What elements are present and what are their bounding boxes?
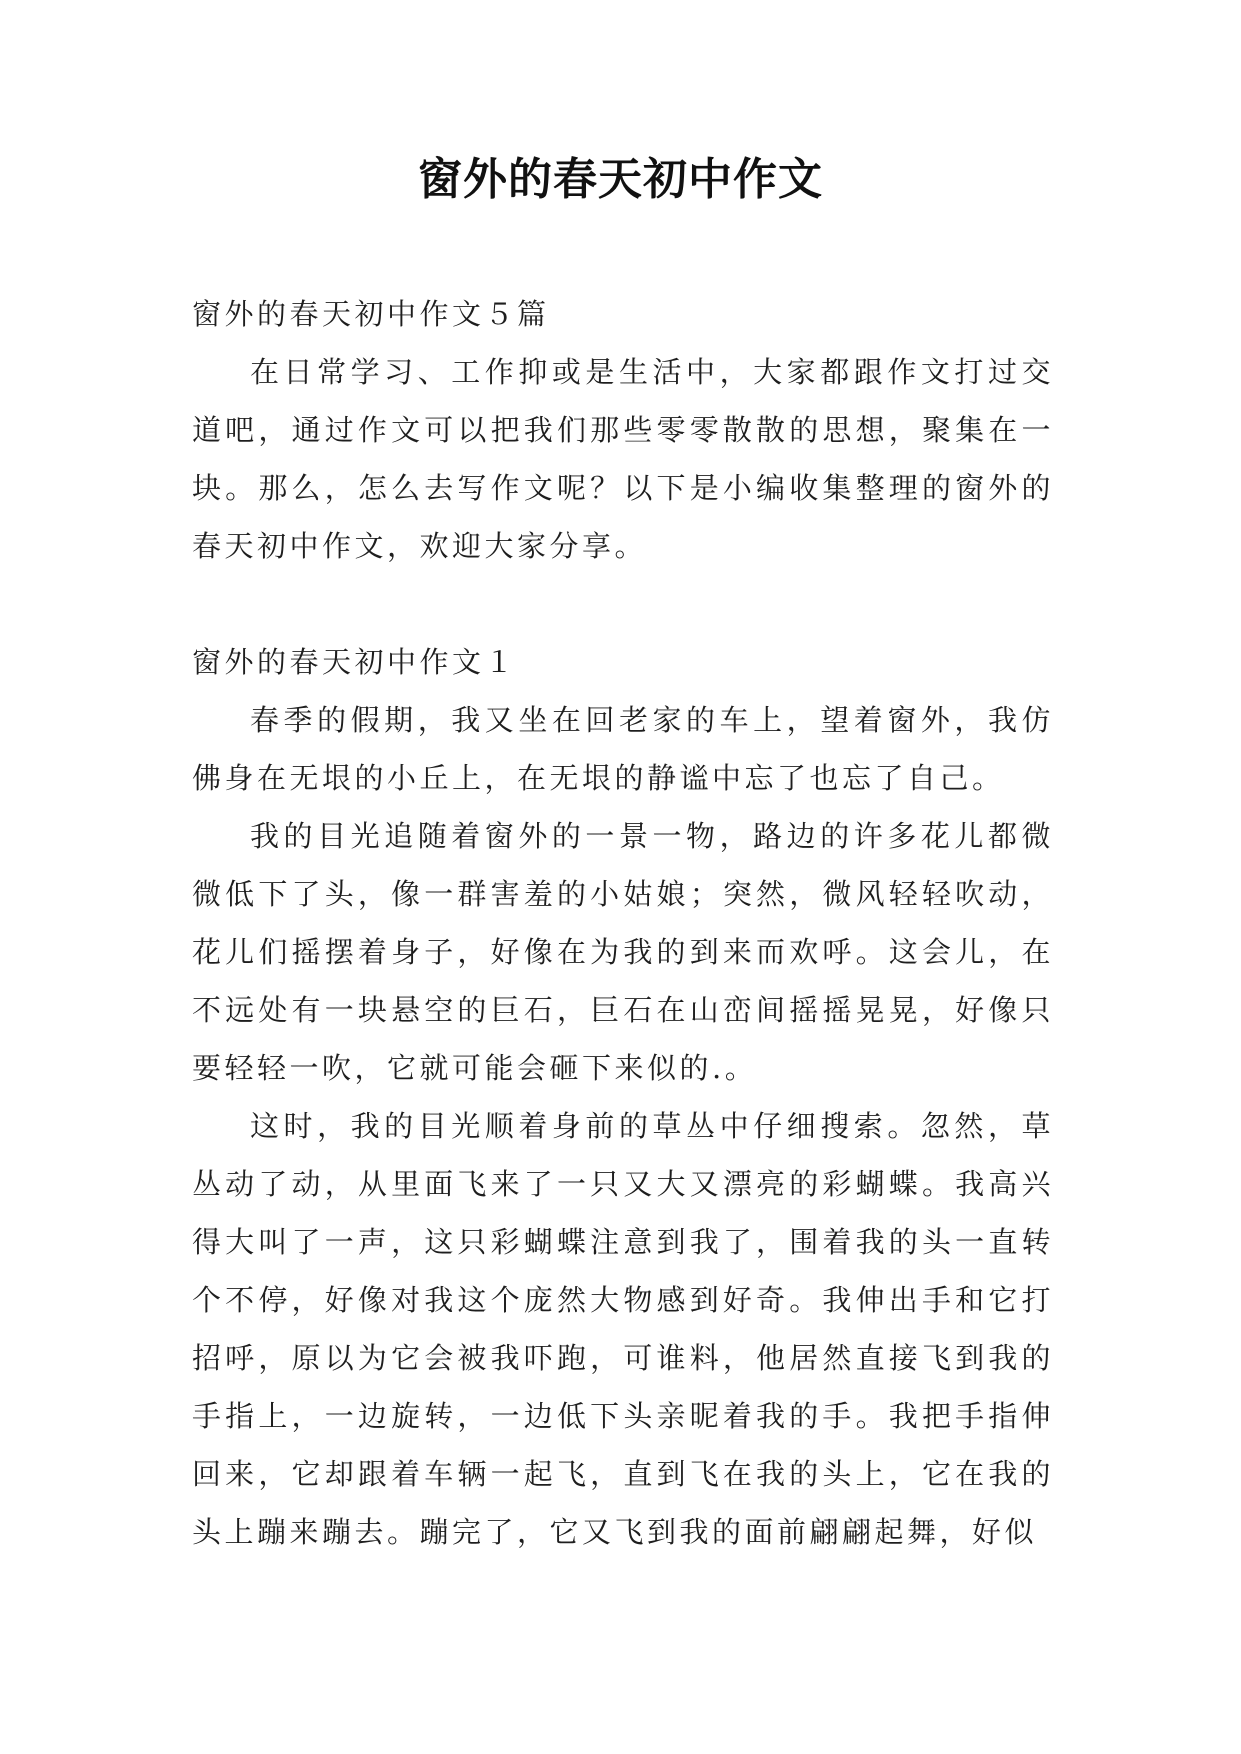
essay-paragraph: 这时，我的目光顺着身前的草丛中仔细搜索。忽然，草丛动了动，从里面飞来了一只又大又漂亮的彩蝴蝶。我高兴得大叫了一声，这只彩蝴蝶注意到我了，围着我的头一直转个不停，好像对我这个庞然大物感到好奇。我伸出手和它打招呼，原以为它会被我吓跑，可谁料，他居然直接飞到我的手指上，一边旋转，一边低下头亲昵着我的手。我把手指伸回来，它却跟着车辆一起飞，直到飞在我的头上，它在我的头上蹦来蹦去。蹦完了，它又飞到我的面前翩翩起舞，好似 xyxy=(192,1109,1054,1549)
document-title: 窗外的春天初中作文 xyxy=(418,154,823,205)
essay-paragraph: 春季的假期，我又坐在回老家的车上，望着窗外，我仿佛身在无垠的小丘上，在无垠的静谧中忘了也忘了自己。 xyxy=(192,703,1054,795)
essay-paragraph: 我的目光追随着窗外的一景一物，路边的许多花儿都微微低下了头，像一群害羞的小姑娘；突然，微风轻轻吹动，花儿们摇摆着身子，好像在为我的到来而欢呼。这会儿，在不远处有一块悬空的巨石，巨石在山峦间摇摇晃晃，好像只要轻轻一吹，它就可能会砸下来似的.。 xyxy=(192,819,1054,1085)
essay-heading: 窗外的春天初中作文１ xyxy=(192,645,518,679)
essay-section xyxy=(192,633,1054,1561)
intro-paragraph: 在日常学习、工作抑或是生活中，大家都跟作文打过交道吧，通过作文可以把我们那些零零散散的思想，聚集在一块。那么，怎么去写作文呢？以下是小编收集整理的窗外的春天初中作文，欢迎大家分享。 xyxy=(192,355,1054,563)
intro-section xyxy=(192,285,1054,575)
collection-heading: 窗外的春天初中作文５篇 xyxy=(192,297,550,331)
